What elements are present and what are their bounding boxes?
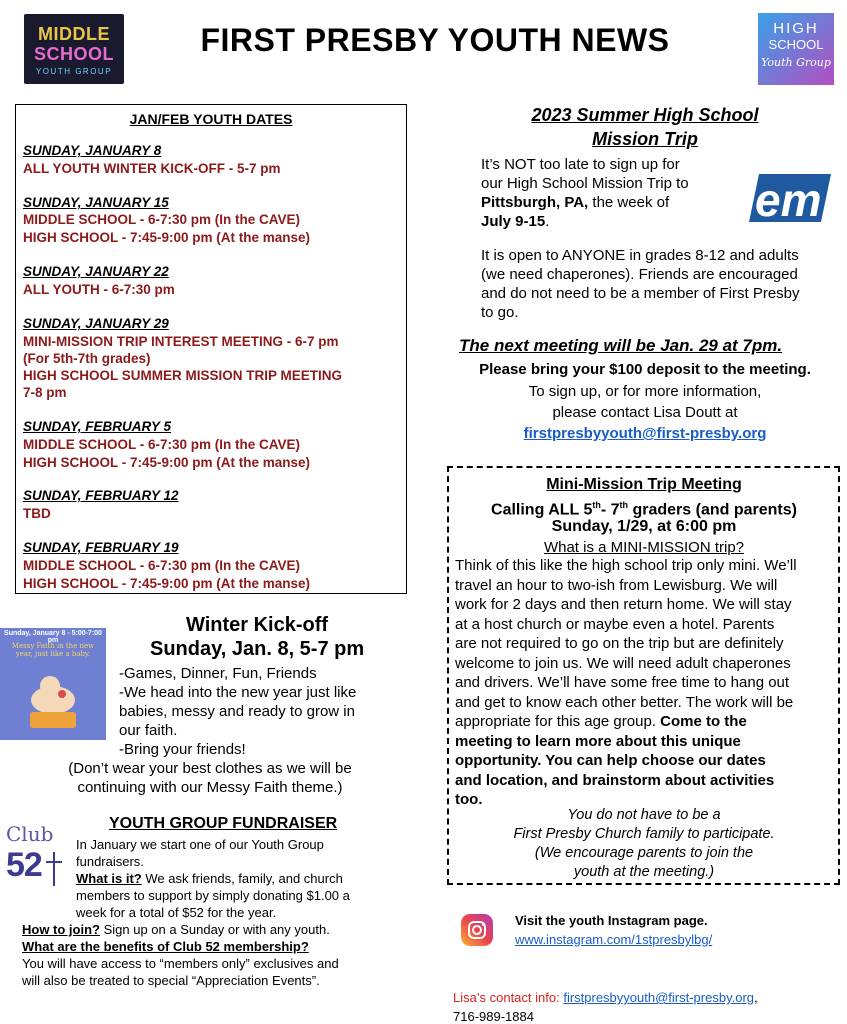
mini-mission-text-part: appropriate for this age group. (455, 713, 661, 730)
event-line: MIDDLE SCHOOL - 6-7:30 pm (In the CAVE) (23, 437, 301, 452)
baby-illustration (0, 628, 106, 740)
date-heading: SUNDAY, JANUARY 15 (23, 195, 169, 210)
mini-mission-text: travel an hour to two-ish from Lewisburg. We will (455, 577, 778, 594)
kickoff-line: babies, messy and ready to grow in (119, 703, 355, 720)
mission-trip-title: Mission Trip (592, 129, 698, 149)
messy-faith-image (0, 628, 106, 740)
instagram-link[interactable]: www.instagram.com/1stpresbylbg/ (515, 932, 713, 947)
fundraiser-how (22, 921, 330, 938)
image-caption: Sunday, January 8 - 5:00-7:00 pm (4, 630, 102, 644)
fundraiser-what (76, 870, 343, 887)
calling-sup: th (592, 500, 601, 510)
calling-sup: th (619, 500, 629, 510)
kickoff-line: -Games, Dinner, Fun, Friends (119, 665, 317, 682)
mini-mission-bold: Come to the (660, 713, 747, 730)
hs-logo-line2: SCHOOL (768, 37, 824, 52)
next-meeting: The next meeting will be Jan. 29 at 7pm. (459, 336, 783, 355)
kickoff-line: -We head into the new year just like (119, 684, 357, 701)
email-link[interactable]: firstpresbyyouth@first-presby.org (523, 425, 767, 442)
mission-text-part: the week of (588, 194, 670, 211)
instagram-icon[interactable] (461, 914, 493, 946)
mission-text-part: . (545, 213, 550, 230)
mini-mission-bold: and location, and brainstorm about activities (455, 772, 775, 789)
date-heading: SUNDAY, FEBRUARY 12 (23, 488, 179, 503)
kickoff-title: Winter Kick-off (186, 614, 329, 636)
em-logo (745, 170, 833, 226)
fundraiser-title: YOUTH GROUP FUNDRAISER (109, 815, 338, 832)
fundraiser-text: will also be treated to special “Appreciation Events”. (22, 973, 320, 988)
mini-mission-title: Mini-Mission Trip Meeting (546, 476, 742, 493)
mini-mission-bold: meeting to learn more about this unique (455, 733, 741, 750)
mini-mission-question: What is a MINI-MISSION trip? (543, 539, 745, 556)
event-line: HIGH SCHOOL - 7:45-9:00 pm (At the manse) (23, 576, 311, 591)
club-logo-word: Club (6, 822, 54, 846)
benefits-label: What are the benefits of Club 52 membership? (22, 939, 309, 954)
calling-text: graders (and parents) (628, 501, 797, 519)
contact-comma: , (754, 990, 758, 1005)
mini-mission-text: and drivers. We’ll have some free time to hang out (455, 674, 790, 691)
high-school-logo (758, 13, 834, 85)
event-line: (For 5th-7th grades) (23, 351, 151, 366)
mini-mission-note: You do not have to be a (567, 807, 721, 823)
mini-mission-bold: opportunity. You can help choose our dates (455, 752, 766, 769)
fundraiser-text: week for a total of $52 for the year. (76, 905, 277, 920)
youth-dates-box (15, 104, 407, 594)
deposit-text: Please bring your $100 deposit to the meeting. (479, 361, 811, 378)
calling-text: Calling ALL 5 (491, 501, 593, 519)
hs-logo-line1: HIGH (773, 20, 819, 37)
club-52-logo (4, 822, 74, 892)
ms-logo-line3: YOUTH GROUP (35, 67, 113, 76)
ms-logo-line2: SCHOOL (33, 44, 114, 64)
contact-info (453, 988, 843, 1024)
date-heading: SUNDAY, FEBRUARY 5 (23, 419, 172, 434)
ms-logo-line1: MIDDLE (38, 24, 110, 44)
mini-mission-text: work for 2 days and then return home. We will stay (455, 596, 792, 613)
what-label: What is it? (76, 871, 142, 886)
mission-trip-title: 2023 Summer High School (531, 105, 759, 125)
mini-mission-date: Sunday, 1/29, at 6:00 pm (551, 518, 737, 535)
club-logo-number: 52 (6, 846, 42, 884)
kickoff-line: our faith. (119, 722, 178, 739)
image-caption: Messy Faith in the new year, just like a baby. (11, 642, 95, 658)
what-text: We ask friends, family, and church (141, 871, 343, 886)
kickoff-line: -Bring your friends! (119, 741, 246, 758)
contact-email-link[interactable]: firstpresbyyouth@first-presby.org (563, 990, 755, 1005)
mini-mission-note: youth at the meeting.) (573, 864, 715, 880)
how-label: How to join? (22, 922, 100, 937)
mission-location: Pittsburgh, PA, (481, 194, 589, 211)
mission-text (481, 193, 669, 212)
kickoff-date: Sunday, Jan. 8, 5-7 pm (150, 638, 365, 660)
event-line: ALL YOUTH WINTER KICK-OFF - 5-7 pm (23, 161, 281, 176)
cross-icon (4, 822, 74, 892)
middle-school-logo (24, 14, 124, 84)
page-title: FIRST PRESBY YOUTH NEWS (200, 22, 670, 58)
mini-mission-text: at a host church or maybe even a hotel. Parents (455, 616, 775, 633)
mini-mission-text: are not required to go on the trip but are definitely (455, 635, 784, 652)
date-heading: SUNDAY, JANUARY 29 (23, 316, 169, 331)
mission-text (481, 212, 549, 231)
kickoff-note: continuing with our Messy Faith theme.) (77, 779, 343, 796)
event-line: MIDDLE SCHOOL - 6-7:30 pm (In the CAVE) (23, 212, 301, 227)
event-line: MIDDLE SCHOOL - 6-7:30 pm (In the CAVE) (23, 558, 301, 573)
event-line: ALL YOUTH - 6-7:30 pm (23, 282, 175, 297)
fundraiser-text: fundraisers. (76, 854, 144, 869)
fundraiser-text: You will have access to “members only” exclusives and (22, 956, 339, 971)
mission-text: It’s NOT too late to sign up for (481, 156, 680, 173)
em-logo-text: em (755, 174, 822, 226)
mission-text: our High School Mission Trip to (481, 175, 689, 192)
signup-text: To sign up, or for more information, (528, 383, 762, 400)
mini-mission-text: welcome to join us. We will need adult chaperones (455, 655, 791, 672)
mission-text: and do not need to be a member of First Presby (481, 285, 800, 302)
signup-text: please contact Lisa Doutt at (552, 404, 738, 421)
mission-text: It is open to ANYONE in grades 8-12 and adults (481, 247, 799, 264)
date-heading: SUNDAY, JANUARY 8 (23, 143, 162, 158)
instagram-label: Visit the youth Instagram page. (515, 913, 708, 928)
mini-mission-text: and get to know each other better. The work will be (455, 694, 794, 711)
fundraiser-text: In January we start one of our Youth Group (76, 837, 324, 852)
date-heading: SUNDAY, JANUARY 22 (23, 264, 169, 279)
event-line: HIGH SCHOOL SUMMER MISSION TRIP MEETING (23, 368, 343, 383)
contact-label: Lisa’s contact info: (453, 990, 564, 1005)
calling-text: - 7 (600, 501, 620, 519)
kickoff-note: (Don’t wear your best clothes as we will be (68, 760, 352, 777)
mission-text: to go. (481, 304, 519, 321)
event-line: 7-8 pm (23, 385, 67, 400)
event-line: HIGH SCHOOL - 7:45-9:00 pm (At the manse) (23, 230, 311, 245)
em-logo-graphic (745, 170, 833, 226)
dates-heading: JAN/FEB YOUTH DATES (129, 111, 293, 127)
event-line: MINI-MISSION TRIP INTEREST MEETING - 6-7 pm (23, 334, 339, 349)
mini-mission-text (455, 712, 839, 732)
how-text: Sign up on a Sunday or with any youth. (99, 922, 330, 937)
email-line (445, 423, 845, 445)
date-heading: SUNDAY, FEBRUARY 19 (23, 540, 179, 555)
mini-mission-bold: too. (455, 791, 483, 808)
mission-dates: July 9-15 (481, 213, 546, 230)
fundraiser-text: members to support by simply donating $1.00 a (76, 888, 350, 903)
event-line: HIGH SCHOOL - 7:45-9:00 pm (At the manse) (23, 455, 311, 470)
mini-mission-note: First Presby Church family to participate. (513, 826, 775, 842)
mini-mission-text: Think of this like the high school trip only mini. We’ll (455, 557, 797, 574)
event-line: TBD (23, 506, 51, 521)
mini-mission-note: (We encourage parents to join the (534, 845, 754, 861)
hs-logo-line3: Youth Group (761, 56, 831, 69)
mission-text: (we need chaperones). Friends are encouraged (481, 266, 798, 283)
contact-phone: 716-989-1884 (453, 1009, 534, 1024)
